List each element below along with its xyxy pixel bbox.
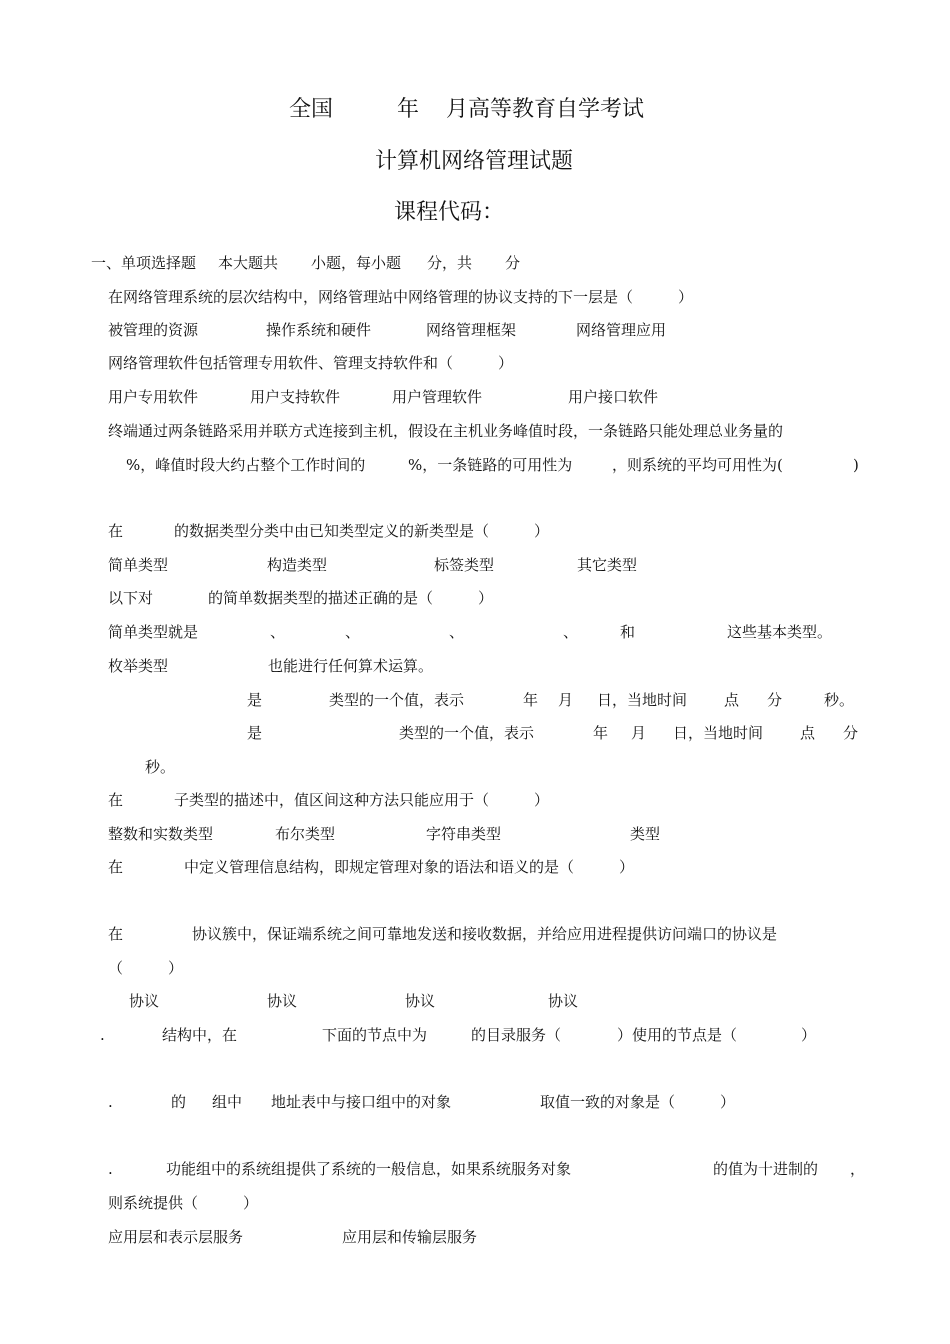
- question-5-stem-part: 的简单数据类型的描述正确的是（ ）: [208, 589, 494, 607]
- question-5-option-d-part: 年: [593, 724, 609, 742]
- question-5-option-a-part: 和: [620, 623, 636, 641]
- question-8-stem-part: 协议簇中，保证端系统之间可靠地发送和接收数据，并给应用进程提供访问端口的协议是: [192, 925, 778, 943]
- section-heading: 一、单项选择题: [91, 254, 197, 272]
- title-main: 月高等教育自学考试: [446, 97, 645, 122]
- section-heading-part: 分: [505, 254, 521, 272]
- question-4-option-b: 构造类型: [267, 556, 328, 574]
- question-4-option-a: 简单类型: [108, 556, 169, 574]
- question-5-option-a-part: 、: [345, 623, 361, 641]
- question-5-option-c: 是: [247, 691, 263, 709]
- question-5-option-c-part: 点: [724, 691, 740, 709]
- question-3-stem: 终端通过两条链路采用并联方式连接到主机，假设在主机业务峰值时段，一条链路只能处理总业务量的: [108, 422, 784, 440]
- question-11-stem-part: 的值为十进制的: [713, 1160, 819, 1178]
- course-code: 课程代码：: [394, 200, 505, 225]
- question-9-stem-part: ）使用的节点是（: [617, 1026, 738, 1044]
- question-9-stem: 结构中，在: [162, 1026, 238, 1044]
- question-9-stem-part: ）: [801, 1026, 817, 1044]
- question-5-option-d-part: 月: [631, 724, 647, 742]
- question-2-option-b: 用户支持软件: [250, 388, 341, 406]
- question-8-option-d: 协议: [548, 992, 579, 1010]
- question-2-option-c: 用户管理软件: [392, 388, 483, 406]
- question-8-option-b: 协议: [267, 992, 298, 1010]
- question-1-option-a: 被管理的资源: [108, 321, 199, 339]
- question-11-number: .: [108, 1160, 113, 1178]
- question-2-option-d: 用户接口软件: [568, 388, 659, 406]
- question-8-option-c: 协议: [405, 992, 436, 1010]
- paper-subtitle: 计算机网络管理试题: [375, 149, 574, 174]
- question-3-stem-part: ，则系统的平均可用性为(: [612, 456, 783, 474]
- question-3-stem-part: %，一条链路的可用性为: [408, 456, 573, 474]
- question-6-option-d: 类型: [630, 825, 661, 843]
- question-8-stem-end: （ ）: [108, 959, 184, 977]
- question-5-option-c-part: 日，当地时间: [597, 691, 688, 709]
- question-5-option-c-part: 秒。: [824, 691, 855, 709]
- question-11-option-b: 应用层和传输层服务: [342, 1228, 478, 1246]
- question-1-option-c: 网络管理框架: [426, 321, 517, 339]
- question-5-option-c-part: 类型的一个值，表示: [329, 691, 465, 709]
- question-1-stem: 在网络管理系统的层次结构中，网络管理站中网络管理的协议支持的下一层是（ ）: [108, 288, 694, 306]
- question-11-stem-part: ，: [850, 1160, 866, 1178]
- question-10-number: .: [108, 1093, 113, 1111]
- question-5-option-c-part: 年: [523, 691, 539, 709]
- question-5-option-d-end: 秒。: [145, 758, 176, 776]
- question-3-stem-part: ): [853, 456, 859, 474]
- question-5-option-a-part: 、: [563, 623, 579, 641]
- question-5-option-d-part: 类型的一个值，表示: [399, 724, 535, 742]
- question-5-option-a-part: 这些基本类型。: [727, 623, 833, 641]
- question-6-option-c: 字符串类型: [426, 825, 502, 843]
- question-5-option-c-part: 分: [767, 691, 783, 709]
- question-6-option-a: 整数和实数类型: [108, 825, 214, 843]
- question-6-stem: 在: [108, 791, 124, 809]
- question-10-stem-part: 取值一致的对象是（ ）: [540, 1093, 736, 1111]
- question-10-stem: 的: [171, 1093, 187, 1111]
- section-heading-part: 本大题共: [218, 254, 279, 272]
- question-5-option-d: 是: [247, 724, 263, 742]
- question-5-option-d-part: 分: [843, 724, 859, 742]
- question-1-option-b: 操作系统和硬件: [266, 321, 372, 339]
- question-4-option-d: 其它类型: [577, 556, 638, 574]
- question-6-option-b: 布尔类型: [275, 825, 336, 843]
- question-11-option-a: 应用层和表示层服务: [108, 1228, 244, 1246]
- question-1-option-d: 网络管理应用: [576, 321, 667, 339]
- question-9-stem-part: 的目录服务（: [471, 1026, 562, 1044]
- question-10-stem-part: 组中: [212, 1093, 243, 1111]
- question-5-option-a: 简单类型就是: [108, 623, 199, 641]
- question-8-option-a: 协议: [129, 992, 160, 1010]
- question-4-stem: 在: [108, 522, 124, 540]
- question-5-stem: 以下对: [108, 589, 154, 607]
- question-5-option-c-part: 月: [558, 691, 574, 709]
- question-7-stem: 在: [108, 858, 124, 876]
- question-7-stem-part: 中定义管理信息结构，即规定管理对象的语法和语义的是（ ）: [184, 858, 635, 876]
- question-6-stem-part: 子类型的描述中，值区间这种方法只能应用于（ ）: [174, 791, 550, 809]
- question-3-stem-part: %，峰值时段大约占整个工作时间的: [126, 456, 366, 474]
- question-11-stem: 功能组中的系统组提供了系统的一般信息，如果系统服务对象: [166, 1160, 572, 1178]
- question-5-option-a-part: 、: [270, 623, 286, 641]
- question-9-number: .: [100, 1026, 105, 1044]
- question-2-option-a: 用户专用软件: [108, 388, 199, 406]
- question-5-option-a-part: 、: [449, 623, 465, 641]
- title-prefix: 全国: [289, 97, 334, 122]
- question-10-stem-part: 地址表中与接口组中的对象: [271, 1093, 452, 1111]
- title-year: 年: [397, 97, 420, 122]
- question-5-option-d-part: 点: [800, 724, 816, 742]
- question-4-stem-part: 的数据类型分类中由已知类型定义的新类型是（ ）: [174, 522, 550, 540]
- section-heading-part: 分，共: [427, 254, 473, 272]
- question-8-stem: 在: [108, 925, 124, 943]
- question-5-option-b: 枚举类型: [108, 657, 169, 675]
- section-heading-part: 小题，每小题: [311, 254, 402, 272]
- question-2-stem: 网络管理软件包括管理专用软件、管理支持软件和（ ）: [108, 354, 514, 372]
- question-11-stem-line2: 则系统提供（ ）: [108, 1194, 259, 1212]
- question-9-stem-part: 下面的节点中为: [322, 1026, 428, 1044]
- question-5-option-b-part: 也能进行任何算术运算。: [268, 657, 434, 675]
- question-5-option-d-part: 日，当地时间: [673, 724, 764, 742]
- question-4-option-c: 标签类型: [434, 556, 495, 574]
